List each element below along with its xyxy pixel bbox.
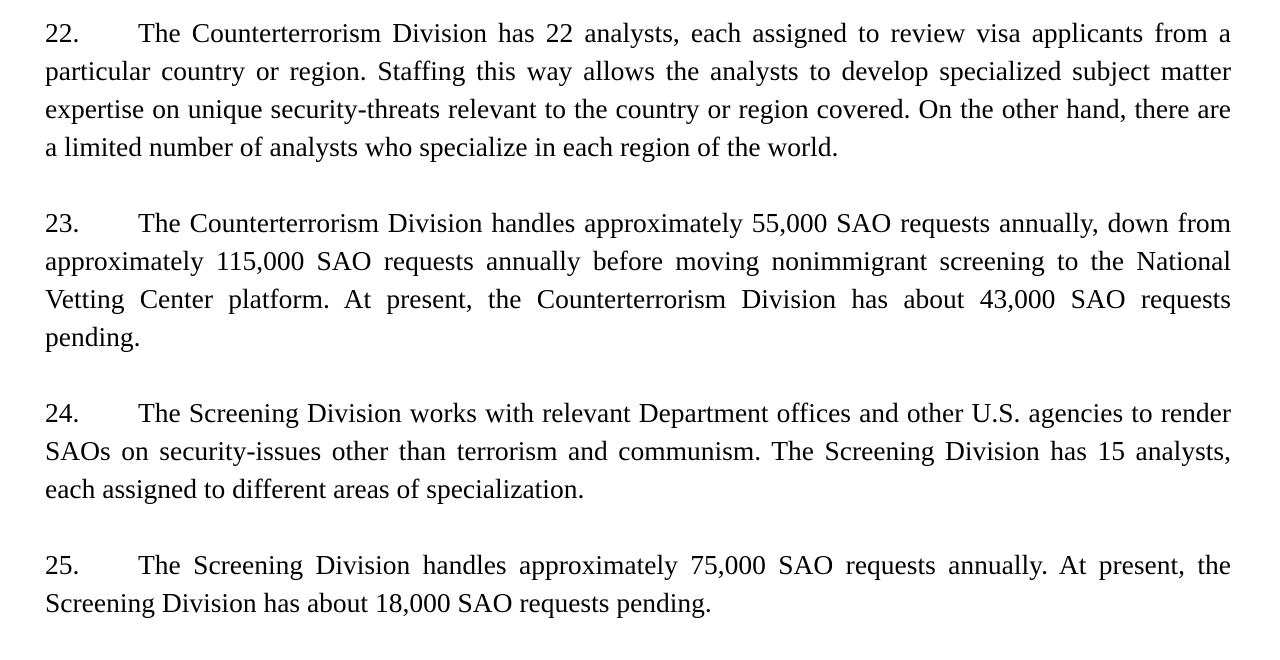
paragraph-23 xyxy=(45,204,1231,356)
paragraph-number: 25. xyxy=(45,549,80,580)
paragraph-text: The Counterterrorism Division has 22 analysts, each assigned to review visa applicants from a particular country or region. Staffing this way allows the analysts to develop specialized subject matter expertise on unique security-threats relevant to the country or region covered. On the other hand, there are a limited number of analysts who specialize in each region of the world. xyxy=(45,17,1231,162)
paragraph-22 xyxy=(45,14,1231,166)
paragraph-24 xyxy=(45,394,1231,508)
paragraph-number: 23. xyxy=(45,207,80,238)
paragraph-text: The Screening Division works with relevant Department offices and other U.S. agencies to render SAOs on security-issues other than terrorism and communism. The Screening Division has 15 analysts, each assigned to different areas of specialization. xyxy=(45,397,1231,504)
paragraph-text: The Counterterrorism Division handles approximately 55,000 SAO requests annually, down from approximately 115,000 SAO requests annually before moving nonimmigrant screening to the National Vetting Center platform. At present, the Counterterrorism Division has about 43,000 SAO requests pending. xyxy=(45,207,1231,352)
document-page xyxy=(45,14,1231,660)
paragraph-25 xyxy=(45,546,1231,622)
paragraph-number: 24. xyxy=(45,397,80,428)
paragraph-text: The Screening Division handles approximately 75,000 SAO requests annually. At present, the Screening Division has about 18,000 SAO requests pending. xyxy=(45,549,1231,618)
paragraph-number: 22. xyxy=(45,17,80,48)
